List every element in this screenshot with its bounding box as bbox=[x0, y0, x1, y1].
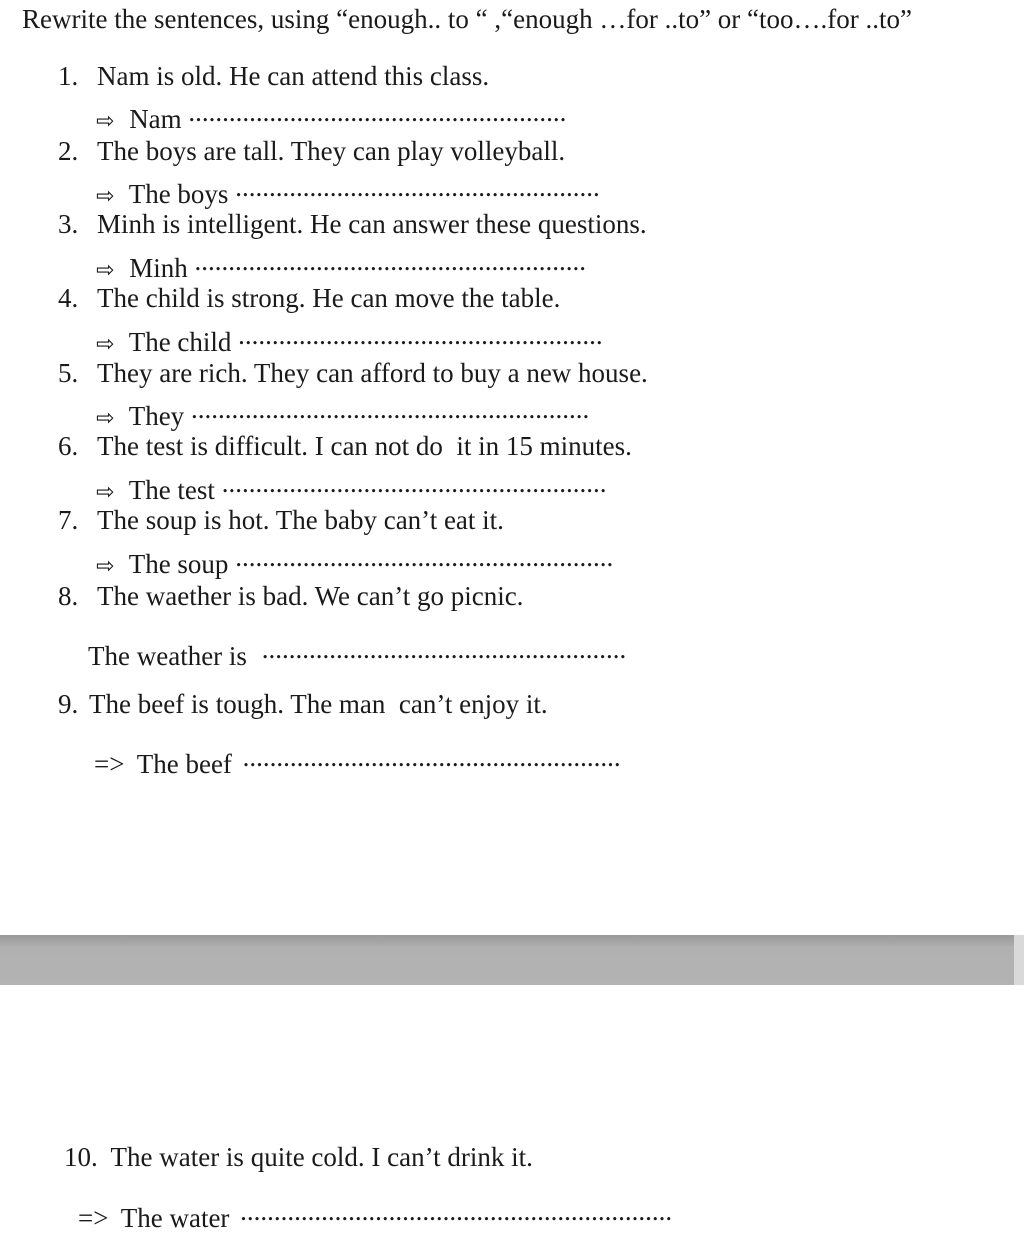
exercise-10-prompt bbox=[64, 1142, 533, 1173]
arrow-icon: ⇨ bbox=[96, 258, 115, 283]
exercise-sentence: Minh is intelligent. He can answer these questions. bbox=[97, 209, 647, 239]
page-divider-edge bbox=[1014, 935, 1024, 985]
answer-start: The weather is bbox=[88, 641, 247, 671]
exercise-sentence: The test is difficult. I can not do it in 15 minutes. bbox=[97, 431, 632, 461]
exercise-4-prompt bbox=[58, 283, 560, 314]
answer-blank[interactable]: ...................................................... bbox=[238, 320, 603, 350]
exercise-4-answer bbox=[96, 320, 758, 358]
exercise-9-prompt bbox=[58, 689, 548, 720]
answer-blank[interactable]: ......................................................... bbox=[221, 468, 607, 498]
answer-start: The boys bbox=[128, 179, 229, 209]
arrow-icon: ⇨ bbox=[96, 184, 115, 209]
exercise-6-answer bbox=[96, 468, 787, 506]
exercise-sentence: The soup is hot. The baby can’t eat it. bbox=[97, 505, 504, 535]
answer-blank[interactable]: ...................................................... bbox=[235, 172, 600, 202]
exercise-sentence: Nam is old. He can attend this class. bbox=[97, 61, 490, 91]
answer-blank[interactable]: .......................................................... bbox=[194, 246, 586, 276]
arrow-icon: ⇨ bbox=[96, 332, 115, 357]
answer-blank[interactable]: ........................................................ bbox=[188, 97, 567, 127]
answer-blank[interactable]: ........................................................ bbox=[235, 542, 614, 572]
arrow-icon: ⇨ bbox=[96, 109, 115, 134]
exercise-7-prompt bbox=[58, 505, 504, 536]
exercise-number: 7. bbox=[58, 505, 79, 535]
exercise-sentence: The boys are tall. They can play volleyball. bbox=[97, 136, 566, 166]
exercise-2-prompt bbox=[58, 136, 565, 167]
exercise-3-answer bbox=[96, 246, 764, 284]
arrow-text: => bbox=[94, 749, 125, 779]
arrow-icon: ⇨ bbox=[96, 480, 115, 505]
exercise-number: 4. bbox=[58, 283, 79, 313]
exercise-number: 1. bbox=[58, 61, 79, 91]
exercise-9-answer bbox=[94, 742, 803, 780]
worksheet-page-bottom bbox=[0, 985, 1024, 1242]
worksheet-instructions: Rewrite the sentences, using “enough.. to “ ,“enough …for ..to” or “too….for ..to” bbox=[22, 4, 912, 34]
exercise-6-prompt bbox=[58, 431, 632, 462]
exercise-8-prompt bbox=[58, 581, 523, 612]
exercise-7-answer bbox=[96, 542, 793, 580]
answer-blank[interactable]: ................................................................ bbox=[240, 1196, 673, 1226]
exercise-5-answer bbox=[96, 394, 771, 432]
answer-start: The beef bbox=[136, 749, 232, 779]
exercise-number: 2. bbox=[58, 136, 79, 166]
exercise-number: 6. bbox=[58, 431, 79, 461]
answer-blank[interactable]: ........................................................ bbox=[242, 742, 621, 772]
exercise-sentence: The waether is bad. We can’t go picnic. bbox=[97, 581, 524, 611]
answer-start: Nam bbox=[129, 104, 182, 134]
arrow-icon: ⇨ bbox=[96, 554, 115, 579]
exercise-8-answer bbox=[88, 634, 807, 672]
exercise-number: 3. bbox=[58, 209, 79, 239]
exercise-number: 9. bbox=[58, 689, 79, 719]
page-divider-bar bbox=[0, 935, 1014, 985]
answer-blank[interactable]: ........................................................... bbox=[190, 394, 590, 424]
answer-start: The soup bbox=[128, 549, 229, 579]
answer-start: The water bbox=[120, 1203, 230, 1233]
answer-start: The test bbox=[128, 475, 215, 505]
answer-blank[interactable]: ...................................................... bbox=[261, 634, 627, 664]
answer-start: Minh bbox=[129, 253, 188, 283]
exercise-sentence: The water is quite cold. I can’t drink it. bbox=[110, 1142, 533, 1172]
exercise-3-prompt bbox=[58, 209, 647, 240]
exercise-1-answer bbox=[96, 97, 753, 135]
exercise-sentence: They are rich. They can afford to buy a new house. bbox=[97, 358, 648, 388]
exercise-10-answer bbox=[78, 1196, 840, 1234]
exercise-sentence: The beef is tough. The man can’t enjoy it. bbox=[89, 689, 548, 719]
exercise-1-prompt bbox=[58, 61, 489, 92]
answer-start: They bbox=[128, 401, 185, 431]
exercise-number: 5. bbox=[58, 358, 79, 388]
exercise-5-prompt bbox=[58, 358, 648, 389]
answer-start: The child bbox=[128, 327, 232, 357]
arrow-icon: ⇨ bbox=[96, 406, 115, 431]
exercise-number: 10. bbox=[64, 1142, 98, 1172]
exercise-2-answer bbox=[96, 172, 765, 210]
arrow-text: => bbox=[78, 1203, 109, 1233]
exercise-number: 8. bbox=[58, 581, 79, 611]
exercise-sentence: The child is strong. He can move the table. bbox=[97, 283, 561, 313]
